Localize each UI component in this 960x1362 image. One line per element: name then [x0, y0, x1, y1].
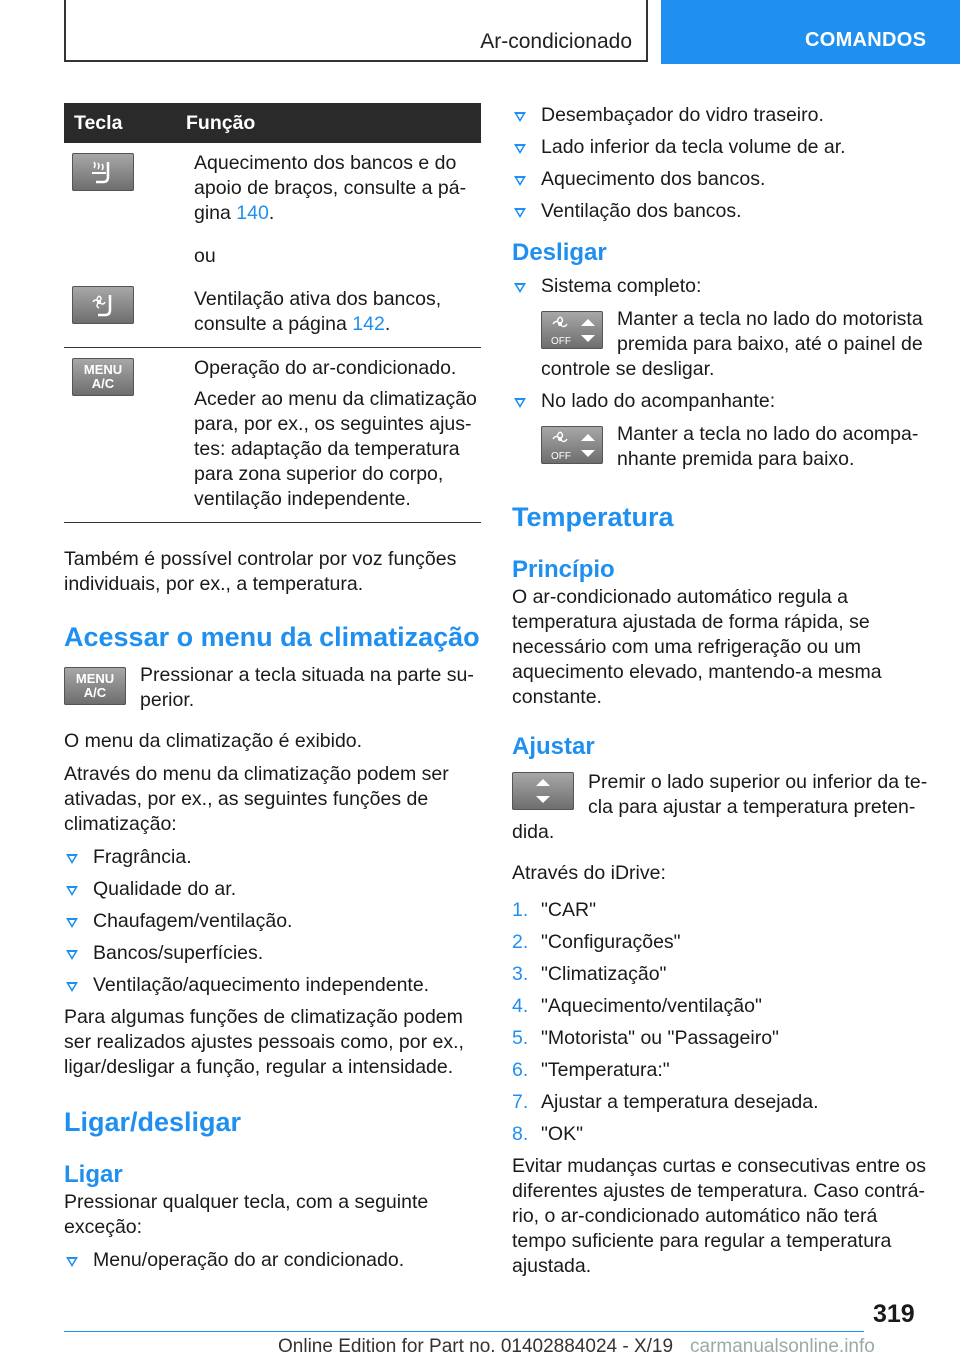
- list-item: 7. Ajustar a temperatura desejada.: [512, 1091, 819, 1113]
- list-item: Aquecimento dos bancos.: [512, 167, 930, 192]
- seat-heating-text: Aquecimento dos bancos e do apoio de braços, consulte a página 140.: [194, 152, 467, 224]
- on-text: Pressionar qualquer tecla, com a seguinte exceção:: [64, 1191, 429, 1238]
- table-cell-function: [186, 348, 481, 523]
- watermark: carmanualsonline.info: [690, 1336, 875, 1357]
- voice-control-text: Também é possível controlar por voz funções individuais, por ex., a temperatura.: [64, 548, 457, 595]
- footer-divider: [64, 1331, 864, 1332]
- list-item: 2. "Configurações": [512, 931, 681, 953]
- heading-principle: Princípio: [512, 556, 615, 583]
- menu-through-text: Através do menu da climatização podem ser ativadas, por ex., as seguintes funções de climatização:: [64, 763, 449, 835]
- list-item: Lado inferior da tecla volume de ar.: [512, 135, 930, 160]
- heading-off: Desligar: [512, 239, 607, 266]
- list-item: 6. "Temperatura:": [512, 1059, 670, 1081]
- idrive-intro: Através do iDrive:: [512, 862, 666, 884]
- left-column: [64, 103, 481, 1280]
- menu-note-text: Para algumas funções de climatização podem ser realizados ajustes pessoais como, por ex., ligar/desligar a função, regular a intensidade.: [64, 1006, 464, 1078]
- or-text: ou: [194, 245, 216, 267]
- list-item: 4. "Aquecimento/ventilação": [512, 995, 762, 1017]
- list-item: Qualidade do ar.: [64, 877, 481, 902]
- right-column: [512, 103, 930, 1279]
- list-item: Ventilação/aquecimento independente.: [64, 973, 481, 998]
- seat-heating-key-icon: [72, 153, 134, 191]
- table-cell-key: [64, 143, 186, 347]
- heading-temperature: Temperatura: [512, 502, 674, 532]
- off-list: [512, 274, 930, 472]
- heading-adjust: Ajustar: [512, 733, 595, 760]
- on-exception-list: [64, 1248, 481, 1273]
- menu-ac-key-icon: MENU A/C: [72, 358, 134, 396]
- page-ref-140[interactable]: 140: [236, 202, 269, 224]
- section-label: COMANDOS: [805, 29, 927, 51]
- chapter-title: Ar-condicionado: [480, 30, 632, 53]
- list-item: Bancos/superfícies.: [64, 941, 481, 966]
- list-item: Ventilação dos bancos.: [512, 199, 930, 224]
- list-item: Fragrância.: [64, 845, 481, 870]
- fan-off-key-icon: [541, 426, 603, 464]
- menu-function-list: [64, 845, 481, 998]
- table-cell-key: [64, 348, 186, 523]
- fan-off-key-icon: [541, 311, 603, 349]
- header-chapter-box: [64, 0, 648, 62]
- heading-on-off: Ligar/desligar: [64, 1107, 242, 1137]
- list-item: 3. "Climatização": [512, 963, 667, 985]
- list-item: 8. "OK": [512, 1123, 584, 1145]
- list-item: Sistema completo: OFF Manter a tecla no lado do motorista premida para baixo, até o painel de controle se desligar.: [512, 274, 930, 382]
- principle-text: O ar-condicionado automático regula a temperatura ajustada de forma rápida, se necessário com uma refrigeração ou um aquecimento elevado, mantendo-a mesma constante.: [512, 586, 882, 708]
- list-item: Chaufagem/ventilação.: [64, 909, 481, 934]
- menu-press-text: Pressionar a tecla situada na parte superior.: [140, 664, 474, 711]
- off-passenger-text: Manter a tecla no lado do acompanhante premida para baixo.: [617, 423, 919, 470]
- ac-menu-text: Aceder ao menu da climatização para, por ex., os seguintes ajustes: adaptação da temperatura para zona superior do corpo, ventilação independente.: [194, 388, 477, 510]
- key-function-table: [64, 103, 481, 523]
- on-exception-list-continued: [512, 103, 930, 224]
- heading-menu: Acessar o menu da climatização: [64, 622, 480, 652]
- page-number: 319: [873, 1300, 915, 1328]
- adjust-text: Premir o lado superior ou inferior da tecla para ajustar a temperatura pretendida.: [512, 771, 928, 843]
- menu-ac-key-icon: MENU A/C: [64, 667, 126, 705]
- ac-operation-text: Operação do ar-condicionado.: [194, 357, 457, 379]
- list-item: No lado do acompanhante: OFF Manter a tecla no lado do acompanhante premida para baixo.: [512, 389, 930, 472]
- header-section-tab: [661, 0, 960, 64]
- list-item: 5. "Motorista" ou "Passageiro": [512, 1027, 779, 1049]
- svg-text:OFF: OFF: [551, 336, 571, 347]
- seat-ventilation-key-icon: [72, 286, 134, 324]
- menu-shown-text: O menu da climatização é exibido.: [64, 730, 363, 752]
- final-note-text: Evitar mudanças curtas e consecutivas entre os diferentes ajustes de temperatura. Caso contrário, o ar-condicionado automático não terá tempo suficiente para regular a temperatura ajustada.: [512, 1155, 927, 1277]
- heading-on: Ligar: [64, 1161, 123, 1188]
- off-driver-text: Manter a tecla no lado do motorista premida para baixo, até o painel de controle se desligar.: [541, 308, 923, 380]
- table-cell-function: [186, 143, 481, 347]
- list-item: 1. "CAR": [512, 899, 597, 921]
- list-item: Menu/operação do ar condicionado.: [64, 1248, 481, 1273]
- list-item: Desembaçador do vidro traseiro.: [512, 103, 930, 128]
- idrive-steps: [512, 898, 930, 1147]
- page-ref-142[interactable]: 142: [352, 313, 385, 335]
- svg-text:OFF: OFF: [551, 451, 571, 462]
- edition-text: Online Edition for Part no. 01402884024 - X/19: [278, 1336, 674, 1357]
- table-header-key: Tecla: [64, 103, 186, 143]
- table-header-function: Função: [186, 103, 481, 143]
- seat-ventilation-text: Ventilação ativa dos bancos, consulte a página 142.: [194, 288, 442, 335]
- temperature-rocker-key-icon: [512, 772, 574, 810]
